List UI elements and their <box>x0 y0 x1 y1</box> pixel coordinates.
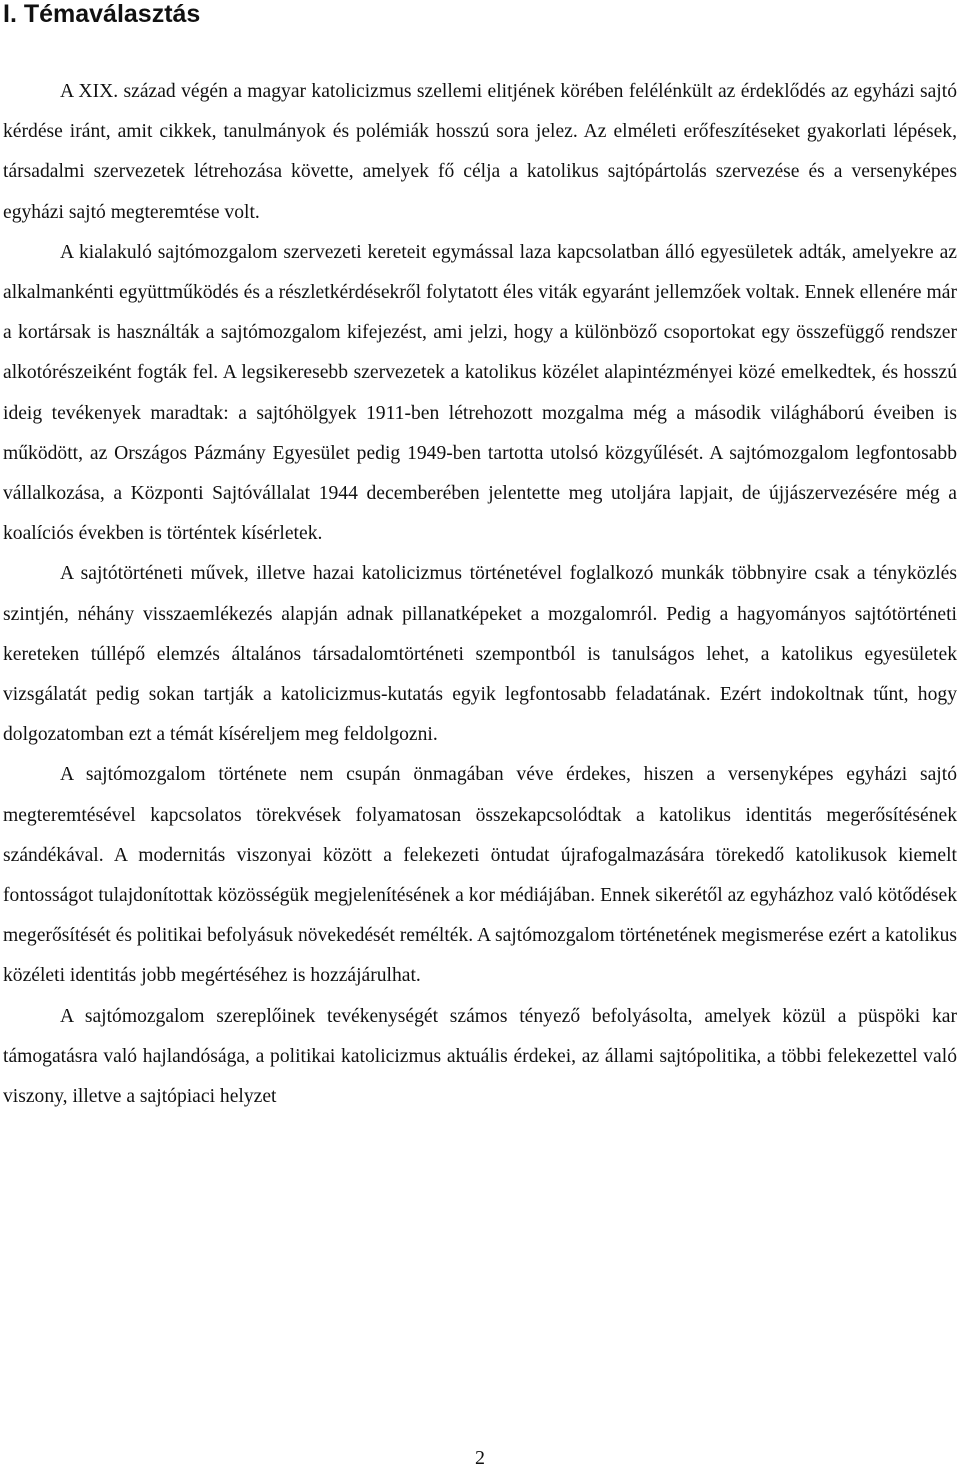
page-number: 2 <box>475 1447 485 1469</box>
paragraph: A sajtómozgalom szereplőinek tevékenységét számos tényező befolyásolta, amelyek közül a püspöki kar támogatásra való hajlandósága, a politikai katolicizmus aktuális érdekei, az állami sajtópolitika, a többi felekezettel való viszony, illetve a sajtópiaci helyzet <box>3 1005 957 1108</box>
paragraph: A kialakuló sajtómozgalom szervezeti kereteit egymással laza kapcsolatban álló egyesületek adták, amelyekre az alkalmankénti együttműködés és a részletkérdésekről folytatott éles viták egyaránt jellemzőek voltak. Ennek ellenére már a kortársak is használták a sajtómozgalom kifejezést, ami jelzi, hogy a különböző csoportokat egy összefüggő rendszer alkotórészeiként fogták fel. A legsikeresebb szervezetek a katolikus közélet alapintézményei közé emelkedtek, és hosszú ideig tevékenyek maradtak: a sajtóhölgyek 1911-ben létrehozott mozgalma még a második világháború éveiben is működött, az Országos Pázmány Egyesület pedig 1949-ben tartotta utolsó közgyűlését. A sajtómozgalom legfontosabb vállalkozása, a Központi Sajtóvállalat 1944 decemberében jelentette meg utoljára lapjait, de újjászervezésére még a koalíciós években is történtek kísérletek. <box>3 241 957 545</box>
paragraph: A sajtómozgalom története nem csupán önmagában véve érdekes, hiszen a versenyképes egyházi sajtó megteremtésével kapcsolatos törekvések folyamatosan összekapcsolódtak a katolikus identitás megerősítésének szándékával. A modernitás viszonyai között a felekezeti öntudat újrafogalmazására törekedő katolikusok kiemelt fontosságot tulajdonítottak közösségük megjelenítésének a kor médiájában. Ennek sikerétől az egyházhoz való kötődések megerősítését és politikai befolyásuk növekedését remélték. A sajtómozgalom történetének megismerése ezért a katolikus közéleti identitás jobb megértéséhez is hozzájárulhat. <box>3 764 957 987</box>
body-text <box>3 72 957 1117</box>
paragraph: A XIX. század végén a magyar katolicizmus szellemi elitjének körében felélénkült az érdeklődés az egyházi sajtó kérdése iránt, amit cikkek, tanulmányok és polémiák hosszú sora jelez. Az elméleti erőfeszítéseket gyakorlati lépések, társadalmi szervezetek létrehozása követte, amelyek fő célja a katolikus sajtópártolás szervezése és a versenyképes egyházi sajtó megteremtése volt. <box>3 81 957 223</box>
paragraph: A sajtótörténeti művek, illetve hazai katolicizmus történetével foglalkozó munkák többnyire csak a tényközlés szintjén, néhány visszaemlékezés alapján adnak pillanatképeket a mozgalomról. Pedig a hagyományos sajtótörténeti kereteken túllépő elemzés általános társadalomtörténeti szempontból is tanulságos lehet, a katolikus egyesületek vizsgálatát pedig sokan tartják a katolicizmus-kutatás egyik legfontosabb feladatának. Ezért indokoltnak tűnt, hogy dolgozatomban ezt a témát kíséreljem meg feldolgozni. <box>3 563 957 746</box>
section-heading: I. Témaválasztás <box>3 0 201 28</box>
